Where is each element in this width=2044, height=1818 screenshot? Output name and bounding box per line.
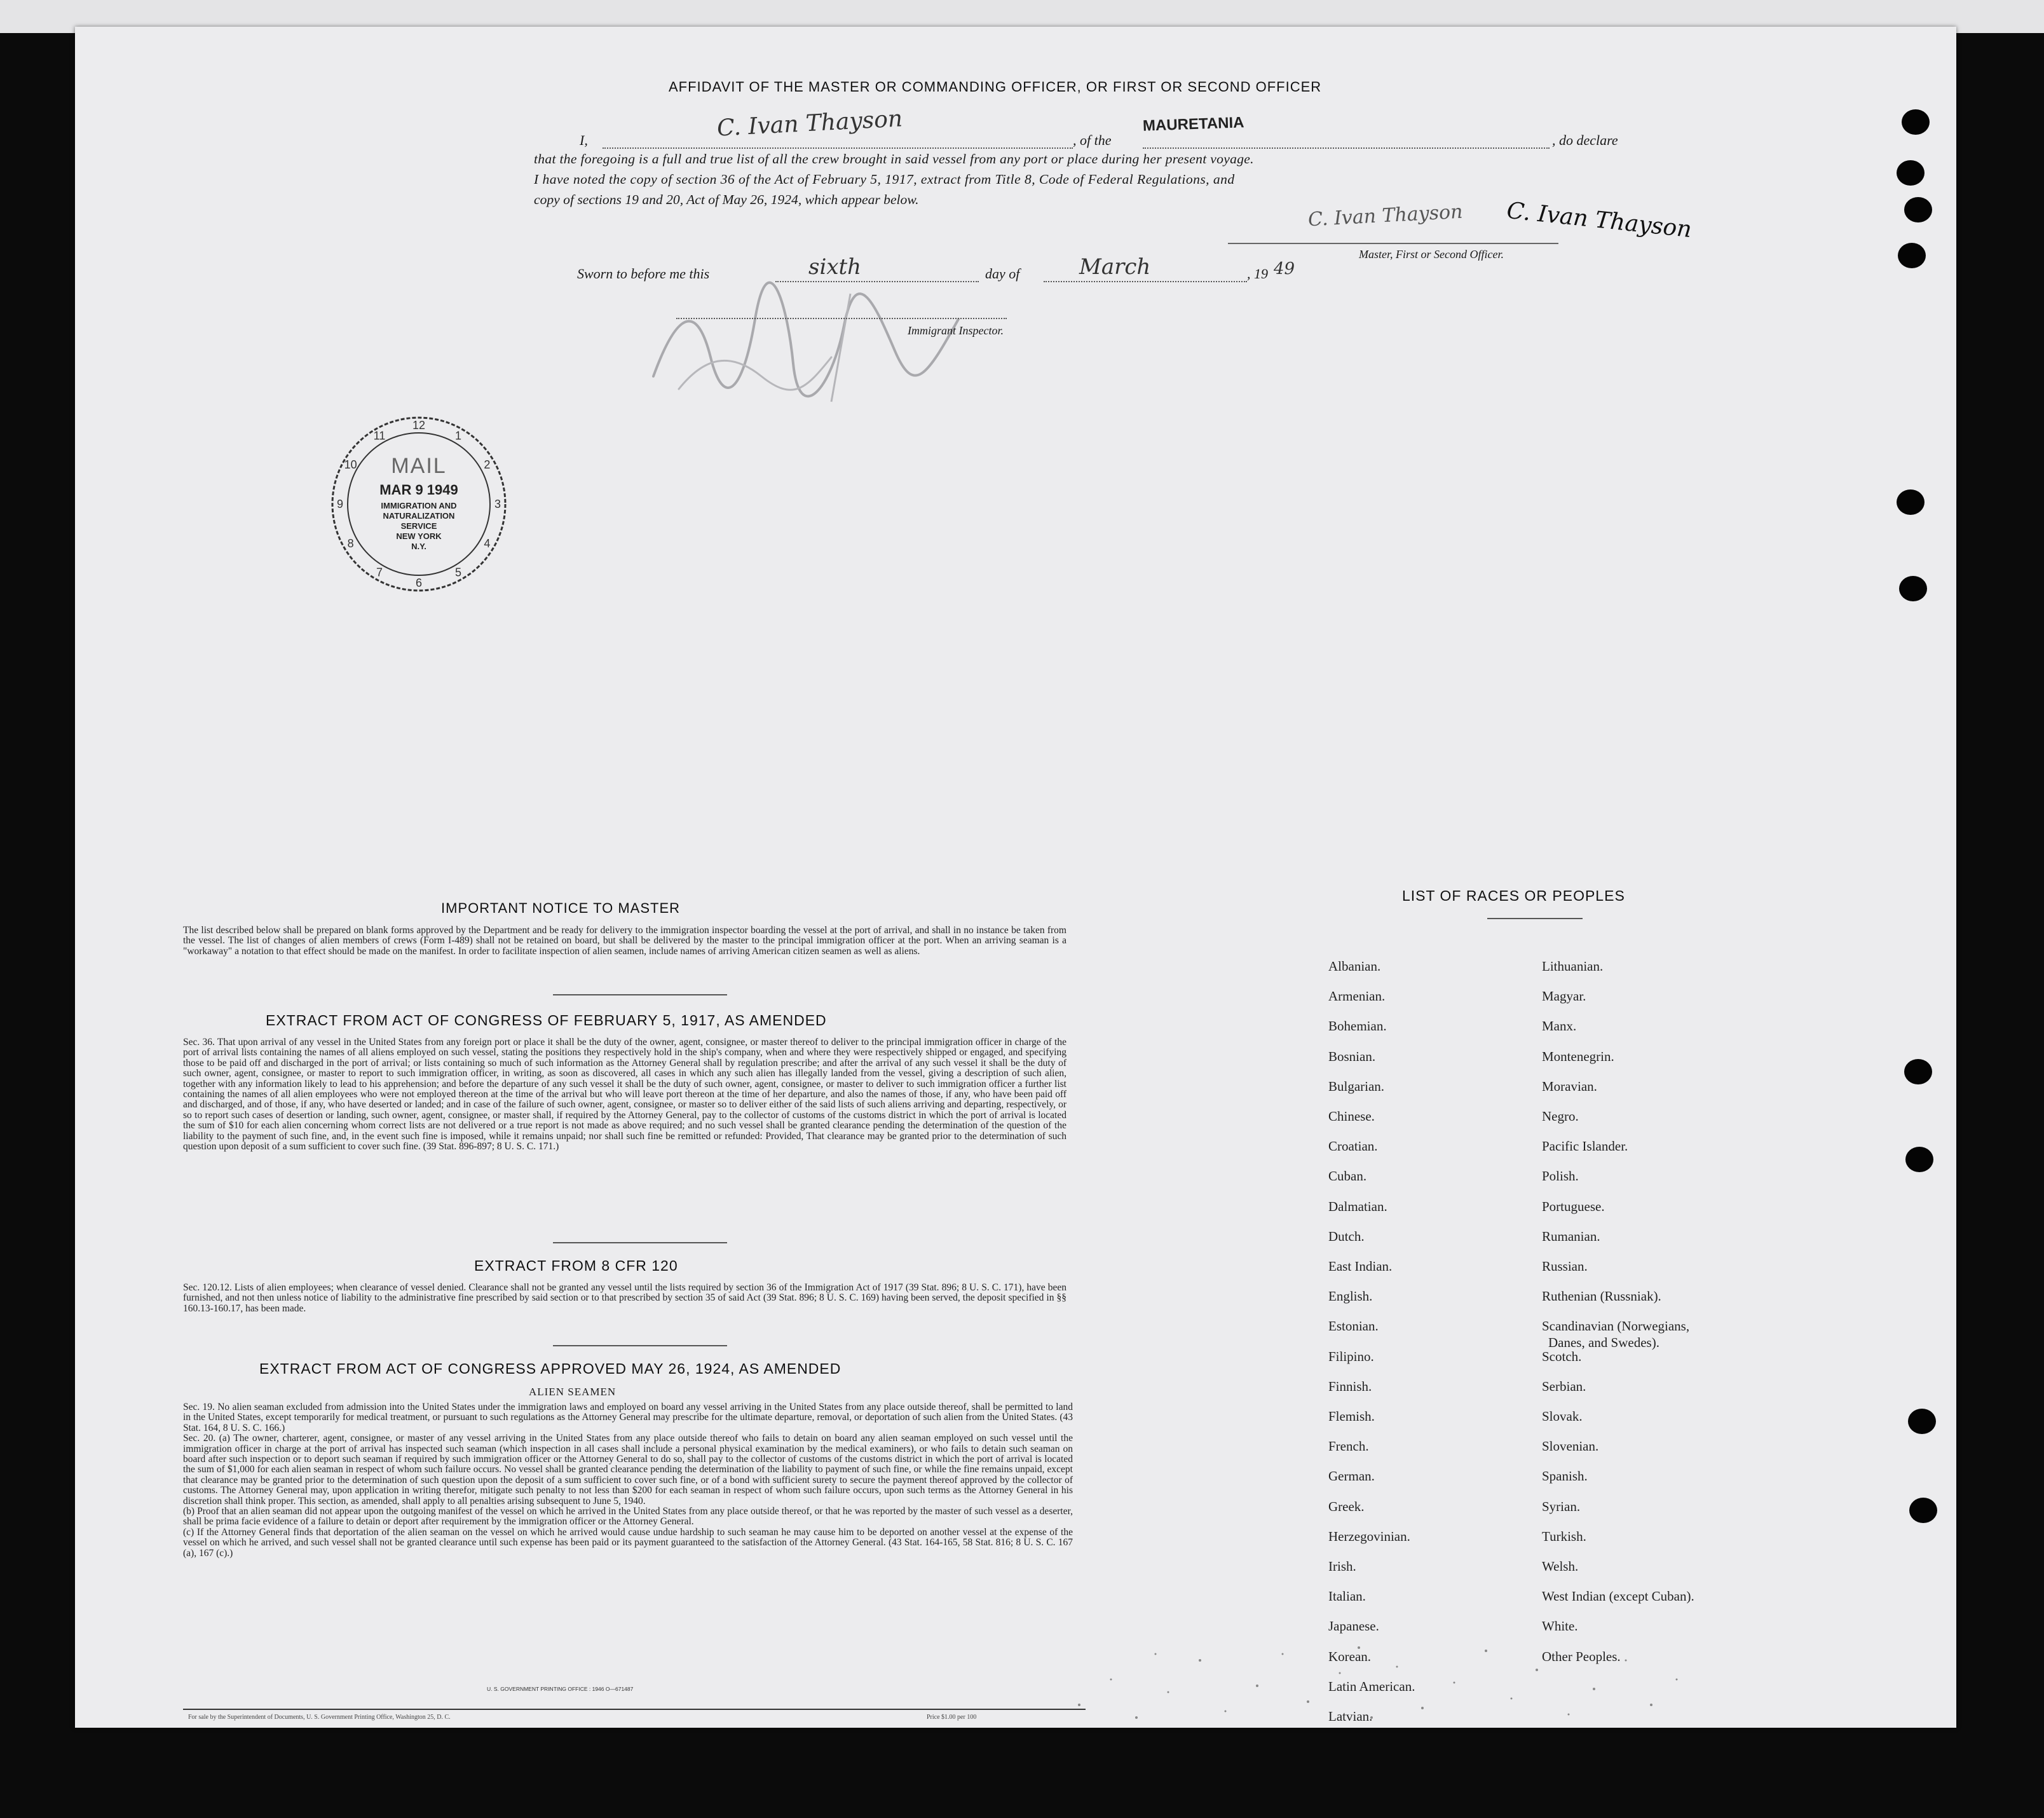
- punch-hole: [1904, 197, 1932, 222]
- affidavit-i-label: I,: [580, 132, 588, 148]
- signature-line: [1228, 243, 1558, 244]
- race-item: Other Peoples.: [1542, 1648, 1621, 1664]
- race-item: Dutch.: [1328, 1228, 1365, 1244]
- master-signature-stamped: C. Ivan Thayson: [1307, 200, 1464, 231]
- race-item: Flemish.: [1328, 1409, 1375, 1424]
- race-item: Latvian.: [1328, 1709, 1373, 1724]
- punch-hole: [1909, 1498, 1937, 1523]
- races-title: LIST OF RACES OR PEOPLES: [1402, 887, 1625, 904]
- punch-hole: [1902, 109, 1930, 135]
- stamp-ring-number: 3: [494, 498, 501, 510]
- punch-hole: [1897, 489, 1925, 515]
- race-item: German.: [1328, 1468, 1375, 1484]
- race-item: Filipino.: [1328, 1348, 1374, 1364]
- race-item: Welsh.: [1542, 1559, 1579, 1574]
- sworn-month-handwritten: March: [1079, 254, 1151, 280]
- race-item: Polish.: [1542, 1168, 1579, 1184]
- race-item: East Indian.: [1328, 1259, 1393, 1274]
- notice-body: The list described below shall be prepared on blank forms approved by the Department and be ready for delivery to the immigration inspector boarding the vessel at the port of arrival, and shall in no instance be taken from the vessel. The list of changes of alien members of crews (Form I-489) shall not be retained on board, but shall be delivered by the master to the principal immigration officer at the port. When an arriving seaman is a "workaway" a notation to that effect should be made on the manifest. In order to facilitate inspection of alien seamen, include names of arriving American citizen seamen as well as aliens.: [183, 925, 1066, 957]
- document-page: [75, 27, 1956, 1728]
- race-item: French.: [1328, 1439, 1369, 1454]
- affidavit-body-line2: I have noted the copy of section 36 of the Act of February 5, 1917, extract from Title 8, Code of Federal Regulations, and: [534, 172, 1235, 187]
- affidavit-body-line3: copy of sections 19 and 20, Act of May 26, 1924, which appear below.: [534, 192, 919, 207]
- sworn-month-line: [1044, 281, 1247, 282]
- race-item: Pacific Islander.: [1542, 1138, 1628, 1154]
- stamp-ring-number: 8: [347, 537, 354, 550]
- race-item: English.: [1328, 1288, 1373, 1304]
- race-item: Bosnian.: [1328, 1048, 1376, 1064]
- race-item: Manx.: [1542, 1018, 1577, 1034]
- stamp-ring-number: 10: [344, 458, 357, 471]
- notice-title: IMPORTANT NOTICE TO MASTER: [441, 900, 681, 916]
- race-item: Chinese.: [1328, 1109, 1375, 1124]
- sworn-day-handwritten: sixth: [808, 254, 862, 280]
- race-item: Slovenian.: [1542, 1439, 1599, 1454]
- race-item: West Indian (except Cuban).: [1542, 1589, 1694, 1604]
- race-item: Korean.: [1328, 1648, 1372, 1664]
- vessel-name-line: [1143, 147, 1550, 149]
- stamp-ring-number: 12: [412, 419, 426, 432]
- race-item: Estonian.: [1328, 1318, 1379, 1334]
- do-declare-label: , do declare: [1552, 132, 1618, 148]
- stamp-line3: IMMIGRATION AND: [381, 501, 457, 510]
- inspector-signature-line: [676, 318, 1007, 319]
- stamp-line4: NATURALIZATION: [383, 511, 455, 521]
- stamp-ring-number: 1: [454, 429, 462, 442]
- affidavit-body-line1: that the foregoing is a full and true list of all the crew brought in said vessel from any port or place during her present voyage.: [534, 151, 1254, 167]
- race-item: Turkish.: [1542, 1528, 1586, 1544]
- race-item: Finnish.: [1328, 1378, 1372, 1394]
- extract-8cfr-body: Sec. 120.12. Lists of alien employees; when clearance of vessel denied. Clearance shall not be granted any vessel until the lists required by section 36 of the Immigration Act of 1917 (39 Stat. 896; 8 U. S. C. 171), have been furnished, and not then unless notice of liability to the administrative fine prescribed by said section or to that prescribed by section 35 of said Act (39 Stat. 896; 8 U. S. C. 169) having been served, the deposit specified in §§ 160.13-160.17, has been made.: [183, 1282, 1066, 1314]
- footer-right: Price $1.00 per 100: [927, 1714, 977, 1721]
- race-item: Montenegrin.: [1542, 1048, 1614, 1064]
- race-item: Herzegovinian.: [1328, 1528, 1410, 1544]
- footer-left: For sale by the Superintendent of Documents, U. S. Government Printing Office, Washington 25, D. C.: [188, 1714, 451, 1721]
- race-item: Scotch.: [1542, 1348, 1582, 1364]
- race-item: Italian.: [1328, 1589, 1366, 1604]
- extract-1924-body: Sec. 19. No alien seaman excluded from admission into the United States under the immigration laws and employed on board any vessel arriving in the United States from any place outside thereof, shall be permitted to land in the United States, except temporarily for medical treatment, or pursuant to such regulations as the Attorney General may prescribe for the ultimate departure, removal, or deportation of such alien from the United States. (43 Stat. 164, 8 U. S. C. 166.) Sec. 20. (a) The owner, charterer, agent, consignee, or master of any vessel arriving in the United States from any place outside thereof who fails to detain on board any alien seaman employed on such vessel until the immigration officer in charge at the port of arrival has inspected such seaman (which inspection in all cases shall include a personal physical examination by the medical examiners), or who fails to detain such seaman on board after such inspection or to deport such seaman if required by such immigration officer or the Attorney General to do so, shall pay to the collector of customs of the customs district in which the port of arrival is located the sum of $1,000 for each alien seaman in respect of whom such failure occurs. No vessel shall be granted clearance pending the determination of the liability to payment of such fine, or while the fine remains unpaid, except that clearance may be granted prior to the determination of such question upon the deposit of a sum sufficient to cover such fine, or of a bond with sufficient surety to secure the payment thereof approved by the collector of customs. The Attorney General may, upon application in writing therefor, mitigate such penalty to not less than $200 for each seaman in respect of whom such failure occurs, upon such terms as the Attorney General in his discretion shall think proper. This section, as amended, shall apply to all penalties arising subsequent to June 5, 1940. (b) Proof that an alien seaman did not appear upon the outgoing manifest of the vessel on which he arrived in the United States from any place outside thereof, or that he was reported by the master of such vessel as a deserter, shall be prima facie evidence of a failure to detain or deport after requirement by the immigration officer or the Attorney General. (c) If the Attorney General finds that deportation of the alien seaman on the vessel on which he arrived would cause undue hardship to such seaman he may cause him to be deported on another vessel at the expense of the vessel on which he arrived, and such vessel shall not be granted clearance until such expense has been paid or its payment guaranteed to the satisfaction of the Attorney General. (43 Stat. 164-165, 58 Stat. 816; 8 U. S. C. 167 (a), 167 (c).): [183, 1402, 1073, 1559]
- race-item: Dalmatian.: [1328, 1198, 1387, 1214]
- punch-hole: [1899, 576, 1927, 601]
- inspector-signature-scribble: [641, 281, 971, 408]
- race-item: Portuguese.: [1542, 1198, 1605, 1214]
- race-item: Armenian.: [1328, 988, 1386, 1004]
- race-item: Russian.: [1542, 1259, 1588, 1274]
- race-item: Negro.: [1542, 1109, 1579, 1124]
- extract-1924-subtitle: ALIEN SEAMEN: [529, 1386, 617, 1398]
- inspector-caption: Immigrant Inspector.: [908, 324, 1004, 337]
- stamp-ring-number: 6: [415, 577, 423, 589]
- affidavit-title: AFFIDAVIT OF THE MASTER OR COMMANDING OFFICER, OR FIRST OR SECOND OFFICER: [669, 79, 1322, 95]
- punch-hole: [1908, 1409, 1936, 1434]
- race-item: Cuban.: [1328, 1168, 1367, 1184]
- stamp-ring-number: 7: [376, 566, 383, 579]
- race-item: Scandinavian (Norwegians,: [1542, 1318, 1690, 1334]
- extract-1924-title: EXTRACT FROM ACT OF CONGRESS APPROVED MAY 26, 1924, AS AMENDED: [259, 1360, 841, 1377]
- punch-hole: [1898, 243, 1926, 268]
- master-signature-handwritten: C. Ivan Thayson: [1505, 197, 1693, 243]
- master-name-handwritten: C. Ivan Thayson: [716, 106, 904, 142]
- race-item: Bohemian.: [1328, 1018, 1387, 1034]
- year-prefix: , 19: [1247, 266, 1268, 282]
- race-item: Irish.: [1328, 1559, 1356, 1574]
- race-item: Magyar.: [1542, 988, 1586, 1004]
- year-suffix-handwritten: 49: [1274, 259, 1295, 278]
- signature-caption: Master, First or Second Officer.: [1359, 248, 1504, 261]
- race-item: Latin American.: [1328, 1678, 1415, 1694]
- race-item: Rumanian.: [1542, 1228, 1600, 1244]
- race-item: Croatian.: [1328, 1138, 1378, 1154]
- stamp-line6: NEW YORK: [396, 531, 442, 541]
- race-item: Bulgarian.: [1328, 1078, 1385, 1094]
- stamp-line1: MAIL: [391, 454, 447, 478]
- stamp-ring-number: 2: [484, 458, 491, 471]
- race-item: Ruthenian (Russniak).: [1542, 1288, 1661, 1304]
- sworn-label: Sworn to before me this: [577, 266, 710, 282]
- extract-8cfr-title: EXTRACT FROM 8 CFR 120: [474, 1257, 678, 1274]
- divider-2: [553, 1242, 727, 1243]
- footer-rule: [183, 1709, 1086, 1710]
- stamp-line7: N.Y.: [411, 542, 426, 551]
- stamp-ring-number: 11: [373, 429, 386, 442]
- punch-hole: [1904, 1059, 1932, 1084]
- punch-hole: [1897, 160, 1925, 186]
- race-item: Albanian.: [1328, 959, 1381, 974]
- race-item: Moravian.: [1542, 1078, 1597, 1094]
- race-item: Greek.: [1328, 1498, 1365, 1514]
- of-the-label: , of the: [1073, 132, 1112, 148]
- stamp-line5: SERVICE: [400, 521, 437, 531]
- race-item: Japanese.: [1328, 1618, 1379, 1634]
- divider-3: [553, 1345, 727, 1346]
- stamp-ring-number: 9: [336, 498, 344, 510]
- vessel-name: MAURETANIA: [1142, 114, 1244, 135]
- race-item: Serbian.: [1542, 1378, 1586, 1394]
- race-item: White.: [1542, 1618, 1578, 1634]
- races-divider: [1487, 918, 1583, 919]
- stamp-line2: MAR 9 1949: [379, 482, 458, 498]
- race-item: Spanish.: [1542, 1468, 1588, 1484]
- divider-1: [553, 994, 727, 995]
- stamp-ring-number: 4: [484, 537, 491, 550]
- day-of-label: day of: [985, 266, 1020, 282]
- extract-1917-body: Sec. 36. That upon arrival of any vessel in the United States from any foreign port or place it shall be the duty of the owner, agent, consignee, or master thereof to deliver to the principal immigration officer in charge of the port of arrival lists containing the names of all aliens employed on such vessel, stating the positions they respectively hold in the ship's company, when and where they were respectively shipped or engaged, and specifying those to be paid off and discharged in the port of arrival; or lists containing so much of such information as the Attorney General shall by regulation prescribe; and after the arrival of any such vessel it shall be the duty of such owner, agent, consignee, or master to report to such immigration officer, in writing, as soon as discovered, all cases in which any such alien has illegally landed from the vessel, giving a description of such alien, together with any information likely to lead to his apprehension; and before the departure of any such vessel it shall be the duty of such owner, agent, consignee, or master to deliver to such immigration officer a further list containing the names of all alien employees who were not employed thereon at the time of the arrival but who will leave port thereon at the time of her departure, and also the names of those, if any, who have been paid off and discharged, and of those, if any, who have deserted or landed; and in case of the failure of such owner, agent, consignee, or master so to deliver either of the said lists of such aliens arriving and departing, respectively, or so to report such cases of desertion or landing, such owner, agent, consignee, or master shall, if required by the Attorney General, pay to the collector of customs of the customs district in which the port of arrival is located the sum of $10 for each alien concerning whom correct lists are not delivered or a true report is not made as above required; and no such vessel shall be granted clearance pending the determination of the question of the liability to the payment of such fine, and, in the event such fine is imposed, while it remains unpaid; nor shall such fine be remitted or refunded: Provided, That clearance may be granted prior to the determination of such question upon deposit of a sum sufficient to cover such fine. (39 Stat. 896-897; 8 U. S. C. 171.): [183, 1037, 1066, 1152]
- master-name-line: [603, 147, 1073, 149]
- mail-received-stamp: [330, 416, 507, 592]
- race-item: Lithuanian.: [1542, 959, 1604, 974]
- race-item: Danes, and Swedes).: [1548, 1335, 1659, 1351]
- punch-hole: [1905, 1147, 1933, 1172]
- printer-line: U. S. GOVERNMENT PRINTING OFFICE : 1946 O—671487: [487, 1686, 634, 1692]
- race-item: Slovak.: [1542, 1409, 1583, 1424]
- extract-1917-title: EXTRACT FROM ACT OF CONGRESS OF FEBRUARY 5, 1917, AS AMENDED: [266, 1012, 827, 1029]
- stamp-ring-number: 5: [454, 566, 462, 579]
- race-item: Syrian.: [1542, 1498, 1581, 1514]
